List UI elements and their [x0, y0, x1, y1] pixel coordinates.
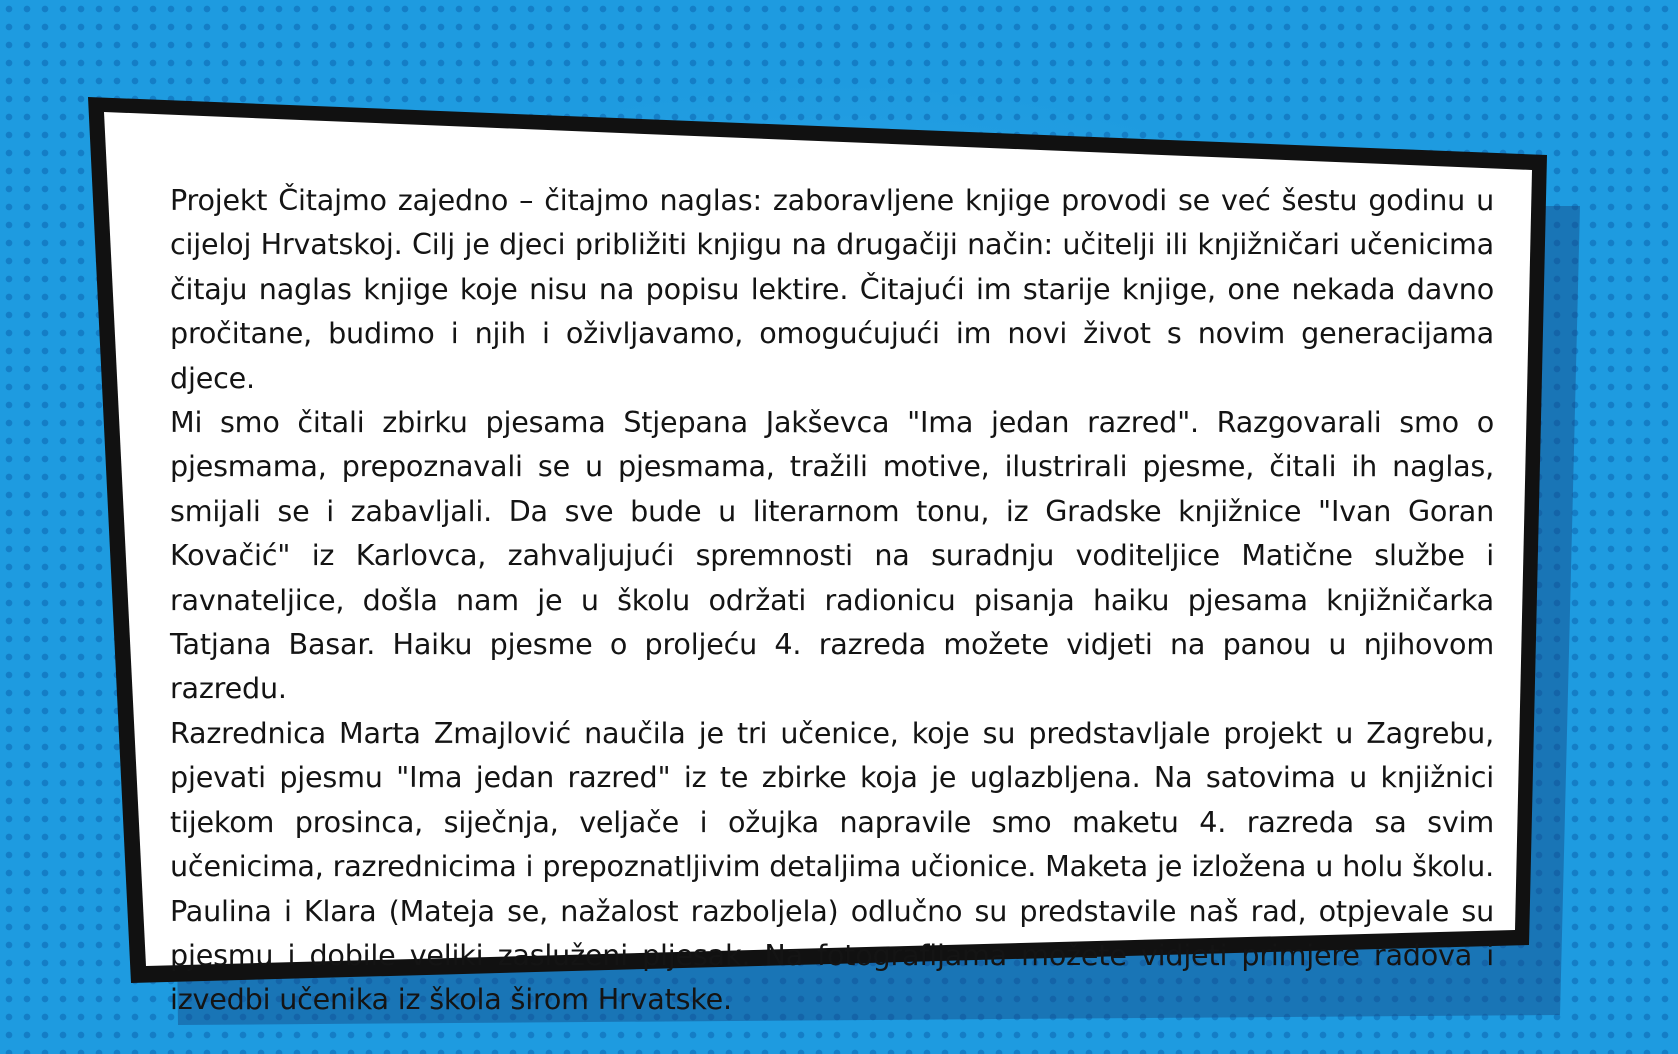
paragraph-poetry-collection: Mi smo čitali zbirku pjesama Stjepana Jakševca "Ima jedan razred". Razgovarali smo o pjesmama, prepoznavali se u pjesmama, tražili motive, ilustrirali pjesme, čitali ih naglas, smijali se i zabavljali. Da sve bude u literarnom tonu, iz Gradske knjižnice "Ivan Goran Kovačić" iz Karlovca, zahvaljujući spremnosti na suradnju voditeljice Matične službe i ravnateljice, došla nam je u školu održati radionicu pisanja haiku pjesama knjižničarka Tatjana Basar. Haiku pjesme o proljeću 4. razreda možete vidjeti na panou u njihovom razredu.	[170, 405, 1494, 706]
paragraph-presentation: Razrednica Marta Zmajlović naučila je tri učenice, koje su predstavljale projekt u Zagrebu, pjevati pjesmu "Ima jedan razred" iz te zbirke koja je uglazbljena. Na satovima u knjižnici tijekom prosinca, siječnja, veljače i ožujka napravile smo maketu 4. razreda sa svim učenicima, razrednicima i prepoznatljivim detaljima učionice. Maketa je izložena u holu školu. Paulina i Klara (Mateja se, nažalost razboljela) odlučno su predstavile naš rad, otpjevale su pjesmu i dobile veliki zasluženi pljesak. Na fotografijama možete vidjeti primjere radova i izvedbi učenika iz škola širom Hrvatske.	[170, 715, 1494, 1017]
article-body	[170, 178, 1494, 1022]
paragraph-project-intro: Projekt Čitajmo zajedno – čitajmo naglas: zaboravljene knjige provodi se već šestu godinu u cijeloj Hrvatskoj. Cilj je djeci približiti knjigu na drugačiji način: učitelji ili knjižničari učenicima čitaju naglas knjige koje nisu na popisu lektire. Čitajući im starije knjige, one nekada davno pročitane, budimo i njih i oživljavamo, omogućujući im novi život s novim generacijama djece.	[170, 183, 1494, 395]
